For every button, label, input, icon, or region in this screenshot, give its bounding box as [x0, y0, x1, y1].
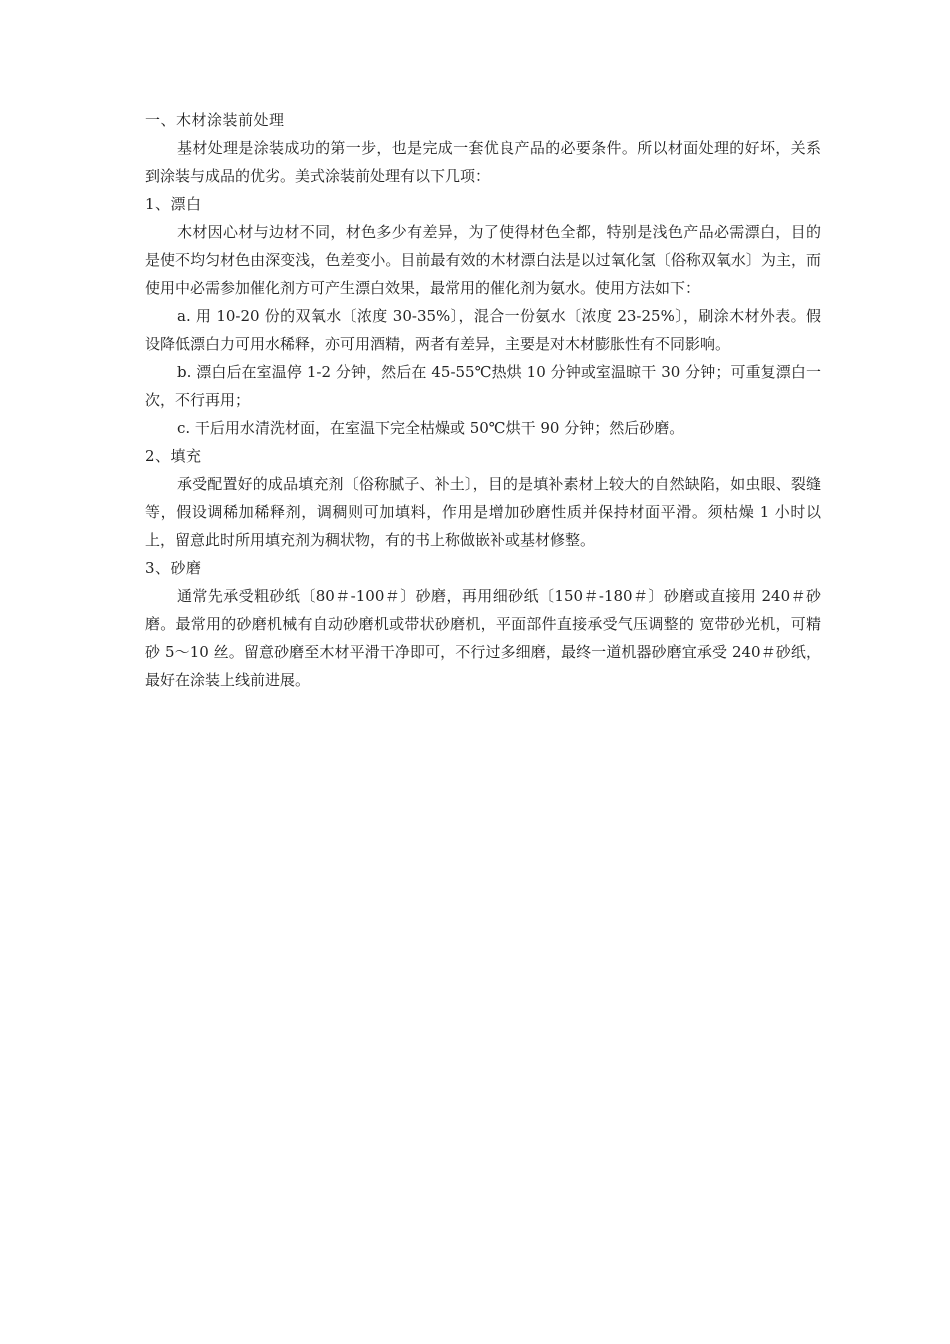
- fill-paragraph: 承受配置好的成品填充剂〔俗称腻子、补土〕，目的是填补素材上较大的自然缺陷，如虫眼、裂缝等，假设调稀加稀释剂，调稠则可加填料，作用是增加砂磨性质并保持材面平滑。须枯燥 1 小时以上，留意此时所用填充剂为稠状物，有的书上称做嵌补或基材修整。: [145, 475, 821, 549]
- sand-paragraph: 通常先承受粗砂纸〔80＃-100＃〕砂磨，再用细砂纸〔150＃-180＃〕砂磨或直接用 240＃砂磨。最常用的砂磨机械有自动砂磨机或带状砂磨机，平面部件直接承受气压调整的 宽带砂光机，可精砂 5～10 丝。留意砂磨至木材平滑干净即可，不行过多细磨，最终一道机器砂磨宜承受 240＃砂纸，最好在涂装上线前进展。: [145, 587, 821, 689]
- sand-heading: 3、砂磨: [145, 559, 202, 577]
- document-page: [145, 106, 821, 694]
- bleach-paragraph: 木材因心材与边材不同，材色多少有差异，为了使得材色全都，特别是浅色产品必需漂白，目的是使不均匀材色由深变浅，色差变小。目前最有效的木材漂白法是以过氧化氢〔俗称双氧水〕为主，而使用中必需参加催化剂方可产生漂白效果，最常用的催化剂为氨水。使用方法如下：: [145, 223, 821, 297]
- bleach-heading: 1、漂白: [145, 195, 202, 213]
- bleach-step-c: c. 干后用水清洗材面，在室温下完全枯燥或 50℃烘干 90 分钟；然后砂磨。: [177, 419, 685, 437]
- bleach-step-a: a. 用 10-20 份的双氧水〔浓度 30-35%〕，混合一份氨水〔浓度 23-25%〕，刷涂木材外表。假设降低漂白力可用水稀释，亦可用酒精，两者有差异，主要是对木材膨胀性有不同影响。: [145, 307, 821, 353]
- bleach-step-b: b. 漂白后在室温停 1-2 分钟，然后在 45-55℃热烘 10 分钟或室温晾干 30 分钟；可重复漂白一次，不行再用；: [145, 363, 821, 409]
- fill-heading: 2、填充: [145, 447, 202, 465]
- section-title: 一、木材涂装前处理: [145, 111, 285, 129]
- intro-paragraph: 基材处理是涂装成功的第一步，也是完成一套优良产品的必要条件。所以材面处理的好坏，关系到涂装与成品的优劣。美式涂装前处理有以下几项：: [145, 139, 821, 185]
